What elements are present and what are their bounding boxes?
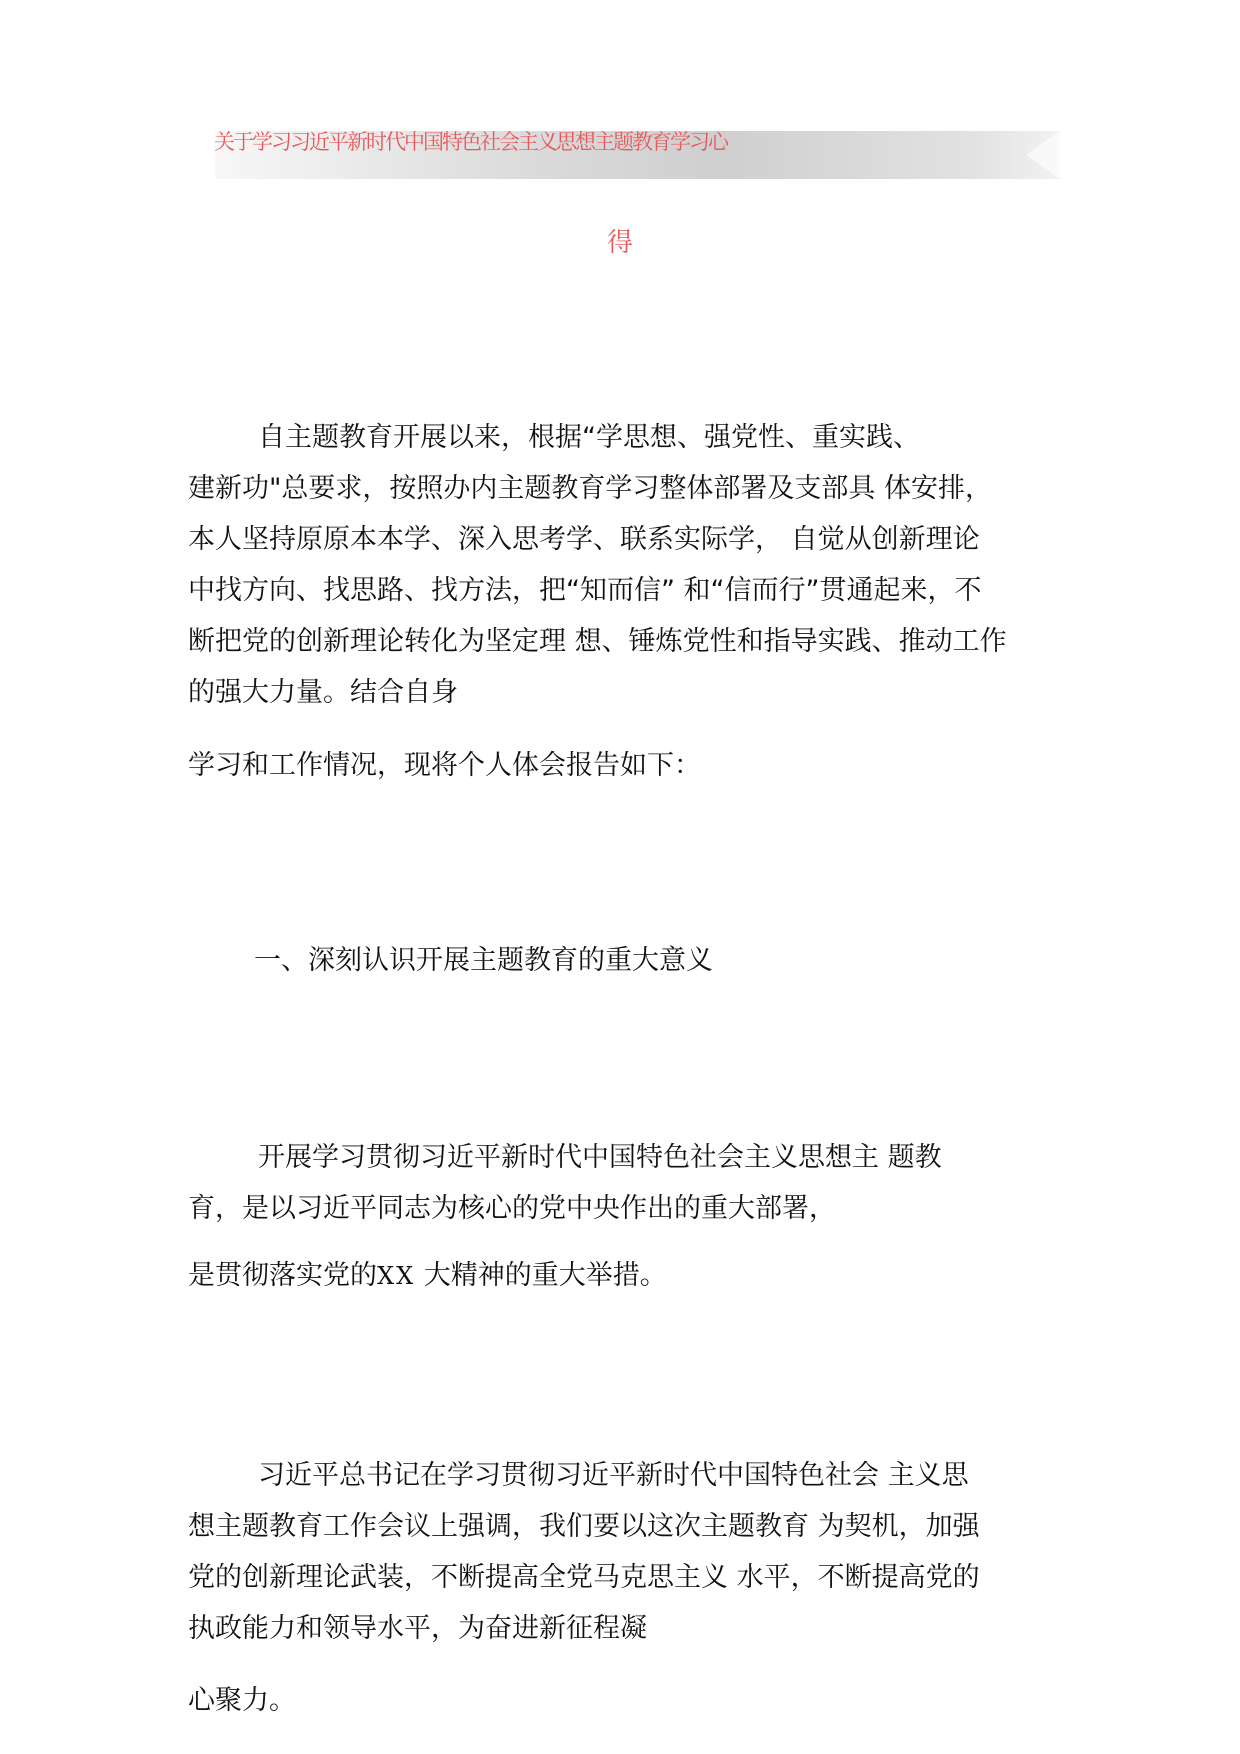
paragraph-line: 学习和工作情况，现将个人体会报告如下：: [188, 750, 701, 781]
section-heading-1: [188, 935, 1088, 986]
paragraph-line: 习近平总书记在学习贯彻习近平新时代中国特色社会 主义思: [258, 1460, 969, 1491]
paragraph-line: 育，是以习近平同志为核心的党中央作出的重大部署，: [188, 1193, 836, 1224]
document-title-line-2: 得: [606, 228, 633, 258]
paragraph-line: 开展学习贯彻习近平新时代中国特色社会主义思想主 题教: [258, 1142, 942, 1173]
paragraph-speech-tail: [188, 1675, 1088, 1726]
section-heading-text: 一、深刻认识开展主题教育的重大意义: [254, 945, 713, 976]
tail-text-before: 是贯彻落实党的: [188, 1260, 377, 1291]
paragraph-significance-tail: [188, 1250, 1088, 1302]
document-title-line-1: 关于学习习近平新时代中国特色社会主义思想主题教育学习心: [214, 130, 727, 154]
paragraph-line: 断把党的创新理论转化为坚定理 想、锤炼党性和指导实践、推动工作: [188, 626, 1007, 657]
paragraph-line: 执政能力和领导水平，为奋进新征程凝: [188, 1613, 647, 1644]
placeholder-xx: XX: [377, 1262, 416, 1290]
paragraph-line: 党的创新理论武装，不断提高全党马克思主义 水平，不断提高党的: [188, 1562, 980, 1593]
paragraph-line: 想主题教育工作会议上强调，我们要以这次主题教育 为契机，加强: [188, 1511, 980, 1542]
paragraph-intro: [188, 412, 1088, 718]
tail-text-after: 大精神的重大举措。: [415, 1260, 667, 1291]
paragraph-speech: [188, 1450, 1088, 1654]
paragraph-line: [188, 1250, 1088, 1302]
paragraph-significance: [188, 1132, 1088, 1234]
paragraph-line: 的强大力量。结合自身: [188, 677, 458, 708]
paragraph-line: 心聚力。: [188, 1685, 296, 1716]
paragraph-line: 本人坚持原原本本学、深入思考学、联系实际学， 自觉从创新理论: [188, 524, 980, 555]
paragraph-line: 中找方向、找思路、找方法，把“知而信” 和“信而行”贯通起来，不: [188, 575, 982, 606]
paragraph-line: 自主题教育开展以来，根据“学思想、强党性、重实践、: [258, 422, 920, 453]
paragraph-intro-tail: [188, 740, 1088, 791]
paragraph-line: 建新功"总要求，按照办内主题教育学习整体部署及支部具 体安排，: [188, 473, 993, 504]
